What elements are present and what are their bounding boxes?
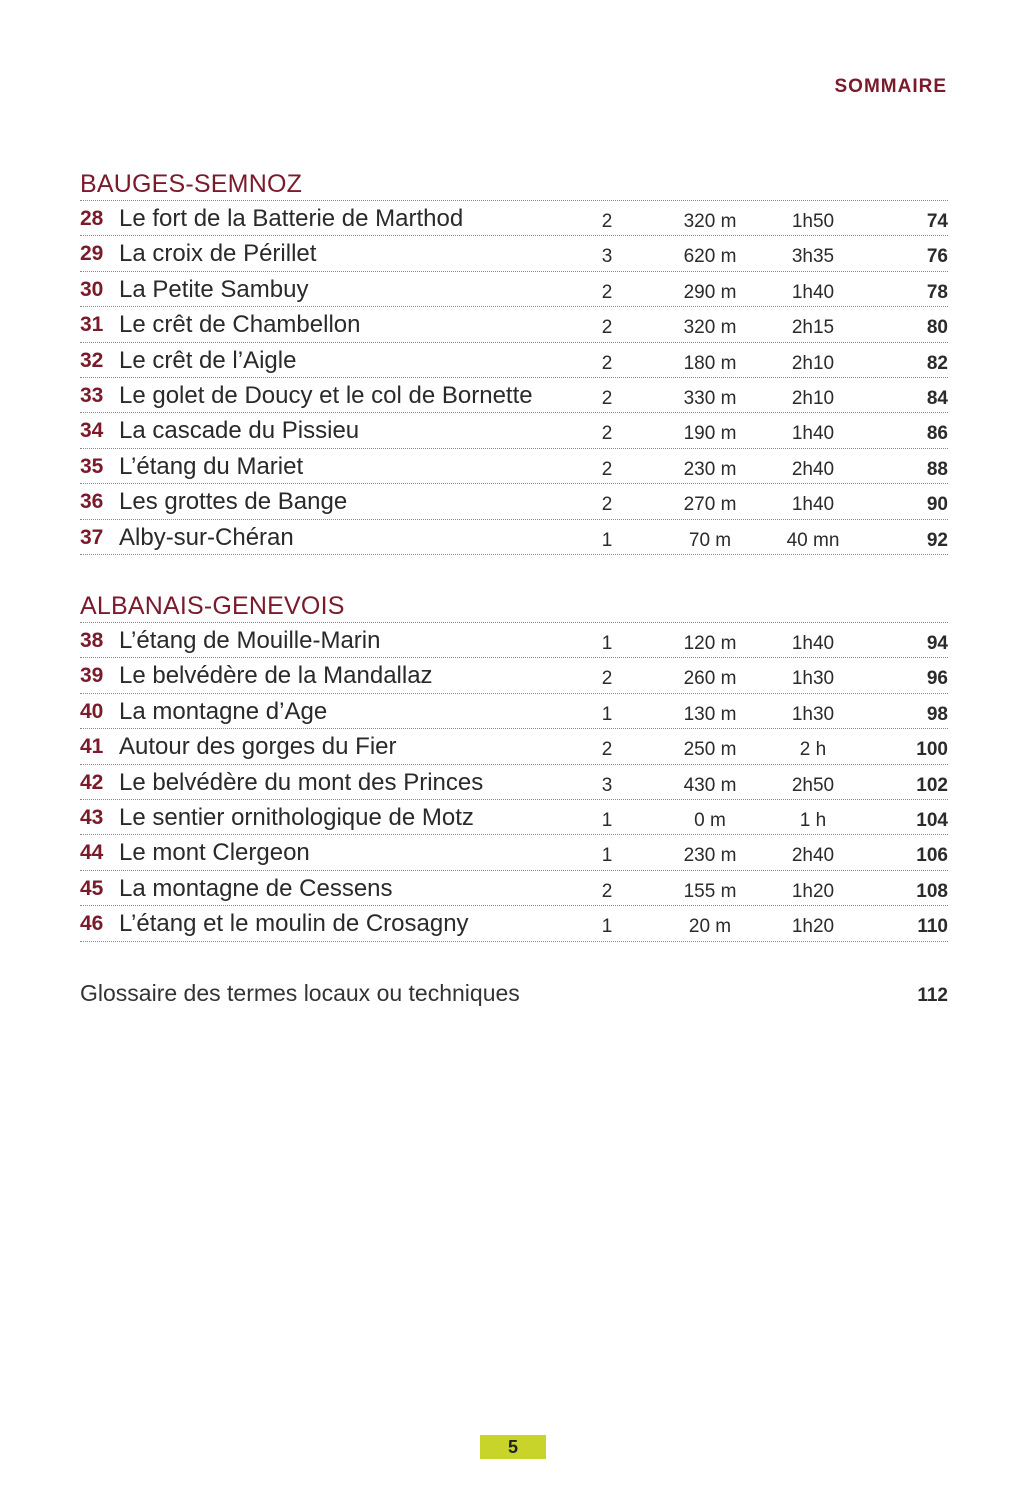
route-number: 28 — [80, 207, 104, 230]
route-title: La cascade du Pissieu — [119, 417, 360, 445]
duration: 2 h — [799, 739, 827, 761]
difficulty-level: 2 — [601, 317, 613, 339]
duration: 1h40 — [791, 281, 835, 303]
duration: 2h40 — [791, 845, 835, 867]
toc-row[interactable] — [80, 623, 948, 658]
route-title: La croix de Périllet — [119, 240, 317, 268]
toc-row[interactable] — [80, 871, 948, 906]
duration: 1 h — [799, 809, 827, 831]
difficulty-level: 3 — [601, 246, 613, 268]
difficulty-level: 2 — [601, 494, 613, 516]
route-title: Le belvédère du mont des Princes — [119, 768, 484, 796]
toc-row[interactable] — [80, 694, 948, 729]
route-title: La montagne d’Age — [119, 697, 328, 725]
route-number: 43 — [80, 805, 104, 829]
elevation-gain: 430 m — [683, 774, 737, 796]
elevation-gain: 320 m — [683, 211, 737, 232]
route-number: 31 — [80, 313, 104, 337]
duration: 1h50 — [791, 211, 835, 232]
page-number: 74 — [926, 211, 948, 232]
route-number: 41 — [80, 735, 104, 759]
route-title: Alby-sur-Chéran — [119, 523, 294, 551]
duration: 40 mn — [786, 529, 840, 551]
difficulty-level: 1 — [601, 633, 613, 654]
route-number: 45 — [80, 876, 104, 900]
duration: 2h50 — [791, 774, 835, 796]
toc-row[interactable] — [80, 835, 948, 870]
section-title: BAUGES-SEMNOZ — [80, 168, 948, 201]
route-number: 44 — [80, 841, 104, 865]
toc-row[interactable] — [80, 658, 948, 693]
page-number: 100 — [916, 739, 948, 761]
section-bauges-semnoz — [80, 168, 948, 555]
elevation-gain: 250 m — [683, 739, 737, 761]
duration: 1h20 — [791, 880, 835, 902]
route-number: 35 — [80, 454, 104, 478]
elevation-gain: 230 m — [683, 845, 737, 867]
difficulty-level: 1 — [601, 809, 613, 831]
route-number: 38 — [80, 629, 104, 652]
elevation-gain: 320 m — [683, 317, 737, 339]
route-number: 40 — [80, 699, 104, 723]
running-header: SOMMAIRE — [834, 76, 947, 97]
page-number: 92 — [926, 529, 948, 551]
route-title: L’étang du Mariet — [119, 452, 304, 480]
route-title: Le belvédère de la Mandallaz — [119, 662, 433, 690]
toc-row[interactable] — [80, 729, 948, 764]
duration: 2h10 — [791, 387, 835, 409]
page-number: 90 — [926, 494, 948, 516]
page-number: 98 — [926, 703, 948, 725]
elevation-gain: 290 m — [683, 281, 737, 303]
duration: 1h40 — [791, 633, 835, 654]
glossary-page: 112 — [917, 985, 948, 1006]
duration: 3h35 — [791, 246, 835, 268]
page-number: 86 — [926, 423, 948, 445]
elevation-gain: 155 m — [683, 880, 737, 902]
duration: 1h30 — [791, 668, 835, 690]
toc-row[interactable] — [80, 520, 948, 555]
elevation-gain: 620 m — [683, 246, 737, 268]
elevation-gain: 260 m — [683, 668, 737, 690]
route-title: L’étang et le moulin de Crosagny — [119, 910, 469, 938]
page-number: 108 — [916, 880, 948, 902]
difficulty-level: 2 — [601, 423, 613, 445]
difficulty-level: 2 — [601, 880, 613, 902]
page-number: 94 — [926, 633, 948, 654]
route-number: 39 — [80, 664, 104, 688]
route-title: Le golet de Doucy et le col de Bornette — [119, 381, 533, 409]
glossary-label: Glossaire des termes locaux ou techniques — [80, 980, 520, 1006]
duration: 2h10 — [791, 352, 835, 374]
toc-row[interactable] — [80, 449, 948, 484]
route-title: La Petite Sambuy — [119, 275, 309, 303]
toc-row[interactable] — [80, 307, 948, 342]
toc-row[interactable] — [80, 484, 948, 519]
difficulty-level: 2 — [601, 458, 613, 480]
route-number: 34 — [80, 419, 104, 443]
difficulty-level: 2 — [601, 739, 613, 761]
difficulty-level: 1 — [601, 916, 613, 938]
page-number: 88 — [926, 458, 948, 480]
route-number: 32 — [80, 348, 104, 372]
elevation-gain: 130 m — [683, 703, 737, 725]
elevation-gain: 180 m — [683, 352, 737, 374]
difficulty-level: 1 — [601, 703, 613, 725]
elevation-gain: 190 m — [683, 423, 737, 445]
page-number: 84 — [926, 387, 948, 409]
toc-row[interactable] — [80, 413, 948, 448]
toc-row[interactable] — [80, 201, 948, 236]
elevation-gain: 270 m — [683, 494, 737, 516]
difficulty-level: 3 — [601, 774, 613, 796]
difficulty-level: 2 — [601, 211, 613, 232]
page-number: 78 — [926, 281, 948, 303]
duration: 2h15 — [791, 317, 835, 339]
page-number: 104 — [916, 809, 948, 831]
difficulty-level: 2 — [601, 668, 613, 690]
route-title: Autour des gorges du Fier — [119, 733, 397, 761]
duration: 1h40 — [791, 423, 835, 445]
duration: 1h30 — [791, 703, 835, 725]
toc-row[interactable] — [80, 906, 948, 941]
page-number: 76 — [926, 246, 948, 268]
route-title: Le crêt de l’Aigle — [119, 346, 297, 374]
elevation-gain: 230 m — [683, 458, 737, 480]
route-title: Le crêt de Chambellon — [119, 311, 361, 339]
route-number: 30 — [80, 277, 104, 301]
difficulty-level: 1 — [601, 529, 613, 551]
route-number: 33 — [80, 383, 104, 407]
route-number: 29 — [80, 242, 104, 266]
page-number: 110 — [917, 916, 948, 938]
route-number: 46 — [80, 912, 104, 936]
duration: 1h40 — [791, 494, 835, 516]
route-title: Le fort de la Batterie de Marthod — [119, 205, 464, 232]
toc-row[interactable] — [80, 378, 948, 413]
route-number: 37 — [80, 525, 104, 549]
toc-row[interactable] — [80, 343, 948, 378]
page-number: 106 — [916, 845, 948, 867]
section-title: ALBANAIS-GENEVOIS — [80, 590, 948, 623]
route-title: L’étang de Mouille-Marin — [119, 627, 381, 654]
page-number: 102 — [916, 774, 948, 796]
difficulty-level: 2 — [601, 352, 613, 374]
toc-row[interactable] — [80, 800, 948, 835]
toc-row[interactable] — [80, 236, 948, 271]
difficulty-level: 1 — [601, 845, 613, 867]
elevation-gain: 0 m — [694, 809, 726, 831]
route-title: La montagne de Cessens — [119, 874, 393, 902]
duration: 1h20 — [791, 916, 835, 938]
elevation-gain: 70 m — [688, 529, 732, 551]
glossary-entry[interactable] — [80, 980, 948, 1014]
section-albanais-genevois — [80, 590, 948, 942]
route-number: 36 — [80, 490, 104, 514]
page-number: 82 — [926, 352, 948, 374]
route-title: Le mont Clergeon — [119, 839, 310, 867]
difficulty-level: 2 — [601, 387, 613, 409]
route-title: Les grottes de Bange — [119, 488, 348, 516]
elevation-gain: 330 m — [683, 387, 737, 409]
duration: 2h40 — [791, 458, 835, 480]
route-title: Le sentier ornithologique de Motz — [119, 803, 474, 831]
page-number: 96 — [926, 668, 948, 690]
toc-row[interactable] — [80, 765, 948, 800]
difficulty-level: 2 — [601, 281, 613, 303]
elevation-gain: 20 m — [688, 916, 732, 938]
toc-row[interactable] — [80, 272, 948, 307]
page-number-badge: 5 — [480, 1435, 546, 1459]
page-number: 80 — [926, 317, 948, 339]
elevation-gain: 120 m — [683, 633, 737, 654]
route-number: 42 — [80, 770, 104, 794]
